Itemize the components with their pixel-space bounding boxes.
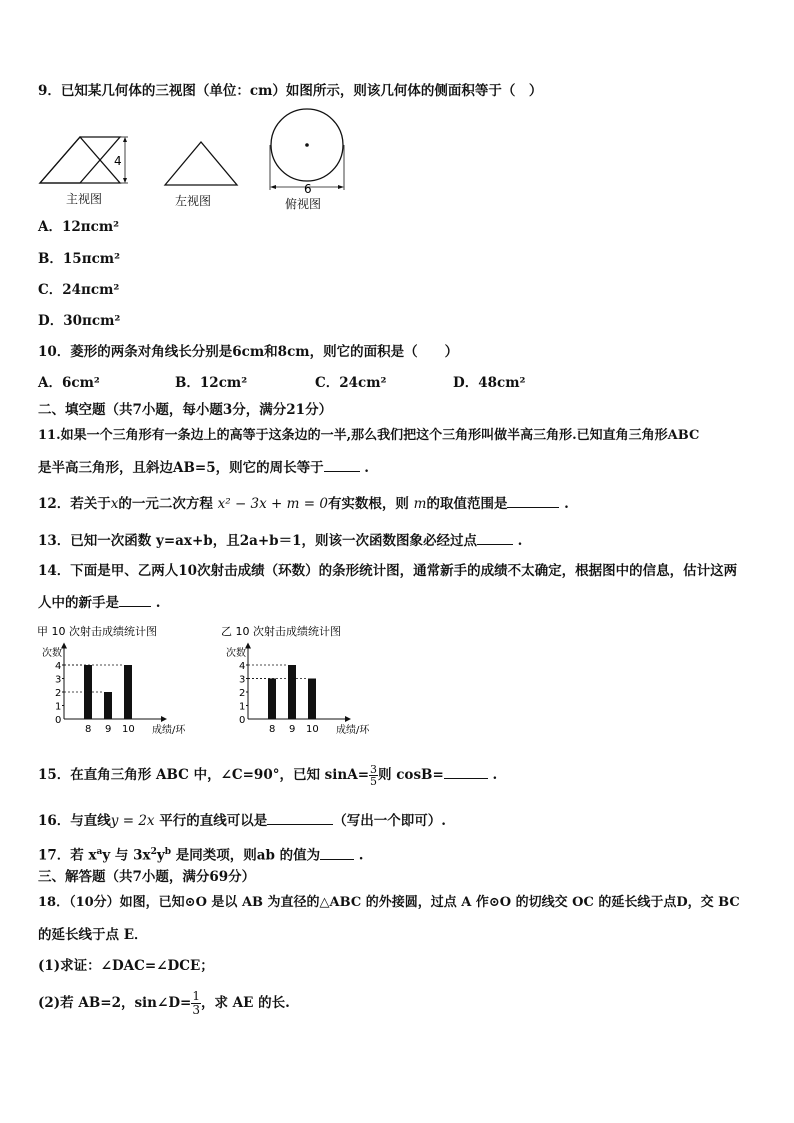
chart-jia-ytick-1: 1 <box>55 701 62 713</box>
chart-yi-ytick-4: 4 <box>239 661 246 672</box>
q16-text-1: 16．与直线 <box>38 813 111 829</box>
q16-text-2: 平行的直线可以是 <box>159 813 268 829</box>
q12-answer-blank[interactable] <box>507 494 559 508</box>
section-3-heading: 三、解答题（共7小题，满分69分） <box>38 869 256 885</box>
q13-line: 13．已知一次函数 y=ax+b，且2a+b＝1，则该一次函数图象必经过点 . <box>38 533 523 549</box>
chart-yi-ytick-1: 1 <box>239 701 246 713</box>
chart-jia-ytick-2: 2 <box>55 688 62 699</box>
chart-yi <box>218 622 398 742</box>
chart-jia-xtick-10: 10 <box>122 724 135 735</box>
chart-yi-ytick-3: 3 <box>239 674 246 686</box>
q15-line: 15．在直角三角形 ABC 中，∠C=90°，已知 sinA= $\frac{3}{5}$ 则 cosB= . <box>38 763 498 788</box>
chart-jia-ytick-4: 4 <box>55 661 62 672</box>
chart-jia-bar-10 <box>124 665 132 719</box>
q18-numerator: 1 <box>192 989 200 1003</box>
q18-part2-text-a: (2)若 AB=2，sin∠D= <box>38 995 192 1011</box>
q18-part1: (1)求证：∠DAC=∠DCE； <box>38 958 214 974</box>
q15-text-1: 15．在直角三角形 ABC 中，∠C=90°，已知 sinA= <box>38 767 370 783</box>
chart-yi-xtick-8: 8 <box>269 724 276 735</box>
chart-yi-ylabel: 次数 <box>226 648 246 659</box>
chart-yi-title: 乙 10 次射击成绩统计图 <box>221 625 341 638</box>
chart-yi-bar-9 <box>288 665 296 719</box>
chart-jia-ylabel: 次数 <box>42 648 62 659</box>
q11-line2: 是半高三角形，且斜边AB=5，则它的周长等于 . <box>38 460 369 476</box>
q9-option-d: D．30πcm² <box>38 313 121 329</box>
q17-sup-1: a <box>96 847 103 857</box>
center-dot <box>305 143 309 147</box>
chart-jia-y-arrow <box>61 642 67 648</box>
q17-text-1: 17．若 x <box>38 847 97 864</box>
chart-jia-title: 甲 10 次射击成绩统计图 <box>37 625 157 638</box>
section-2-heading: 二、填空题（共7小题，每小题3分，满分21分） <box>38 402 333 418</box>
left-view-shape <box>165 142 237 185</box>
front-view-shape <box>40 137 120 183</box>
q17-text-4: 是同类项，则ab 的值为 <box>171 847 321 864</box>
chart-yi-bar-10 <box>308 679 316 720</box>
q17-sup-2: 2 <box>150 847 157 857</box>
chart-jia-bar-9 <box>104 692 112 719</box>
q17-sup-3: b <box>164 847 171 857</box>
q9-option-a: A．12πcm² <box>38 219 120 235</box>
chart-jia-ytick-0: 0 <box>55 715 62 726</box>
q12-text-2: 的一元二次方程 <box>118 496 213 512</box>
chart-jia-x-arrow <box>161 716 167 722</box>
q18-part2-text-b: ，求 AE 的长. <box>200 995 290 1011</box>
height-dim-text: 4 <box>114 154 122 168</box>
q12-text-1: 12．若关于 <box>38 496 111 512</box>
q9-stem: 9．已知某几何体的三视图（单位：cm）如图所示，则该几何体的侧面积等于（ ） <box>38 83 543 99</box>
q12-var-m: m <box>413 496 427 512</box>
q17-text-3: y <box>156 847 165 864</box>
q12-var-x: x <box>110 496 119 512</box>
width-dim-text: 6 <box>304 182 312 196</box>
chart-jia-xtick-8: 8 <box>85 724 92 735</box>
q18-denominator: 3 <box>192 1003 200 1017</box>
chart-jia-xlabel: 成绩/环 <box>152 725 186 736</box>
q9-option-c: C．24πcm² <box>38 282 120 298</box>
q14-text: 人中的新手是 <box>38 595 119 611</box>
q16-equation: y = 2x <box>110 813 155 829</box>
q10-option-b: B．12cm² <box>175 375 248 391</box>
q16-text-3: （写出一个即可）. <box>333 813 446 829</box>
chart-yi-bar-8 <box>268 679 276 720</box>
q10-option-c: C．24cm² <box>315 375 387 391</box>
q13-text: 13．已知一次函数 y=ax+b，且2a+b＝1，则该一次函数图象必经过点 <box>38 533 477 549</box>
q11-line1: 11.如果一个三角形有一条边上的高等于这条边的一半,那么我们把这个三角形叫做半高三角形.已知直角三角形ABC <box>38 428 700 443</box>
chart-yi-ytick-2: 2 <box>239 688 246 699</box>
q12-line: 12．若关于x的一元二次方程 x² − 3x + m = 0有实数根，则 m的取值范围是 . <box>38 496 569 512</box>
chart-yi-y-arrow <box>245 642 251 648</box>
chart-yi-xtick-9: 9 <box>289 724 296 735</box>
chart-jia-xtick-9: 9 <box>105 724 112 735</box>
q18-fraction <box>191 990 201 1017</box>
q16-answer-blank[interactable] <box>267 811 333 825</box>
left-view-label: 左视图 <box>175 194 212 208</box>
chart-yi-ytick-0: 0 <box>239 715 246 726</box>
q15-denominator: 5 <box>370 775 378 788</box>
q18-part2 <box>38 990 290 1017</box>
q9-option-b: B．15πcm² <box>38 251 120 267</box>
q17-answer-blank[interactable] <box>320 846 354 860</box>
chart-jia-ytick-3: 3 <box>55 674 62 686</box>
q18-line2: 的延长线于点 E． <box>38 927 148 943</box>
q15-numerator: 3 <box>370 763 378 776</box>
chart-yi-xlabel: 成绩/环 <box>336 725 370 736</box>
q11-answer-blank[interactable] <box>324 458 360 472</box>
q13-answer-blank[interactable] <box>477 531 513 545</box>
q12-equation: x² − 3x + m = 0 <box>217 496 328 512</box>
q11-text: 是半高三角形，且斜边AB=5，则它的周长等于 <box>38 460 324 476</box>
q14-line1: 14．下面是甲、乙两人10次射击成绩（环数）的条形统计图，通常新手的成绩不太确定，根据图中的信息，估计这两 <box>38 563 738 579</box>
q12-text-3: 有实数根，则 <box>327 496 409 512</box>
q14-answer-blank[interactable] <box>119 593 151 607</box>
q10-option-a: A．6cm² <box>38 375 100 391</box>
q12-text-4: 的取值范围是 <box>426 496 508 512</box>
q17-line: 17．若 $x^ay$ 与 $3x^2y^b$ 是同类项，则ab 的值为 . <box>38 847 364 864</box>
q10-stem: 10．菱形的两条对角线长分别是6cm和8cm，则它的面积是（ ） <box>38 344 459 360</box>
chart-yi-xtick-10: 10 <box>306 724 319 735</box>
q15-fraction <box>369 764 378 787</box>
q18-line1: 18．（10分）如图，已知⊙O 是以 AB 为直径的△ABC 的外接圆，过点 A 作⊙O 的切线交 OC 的延长线于点D，交 BC <box>38 895 740 910</box>
front-view-triangle <box>40 137 120 183</box>
q16-line <box>38 811 446 830</box>
q17-text-2: y 与 3x <box>102 847 151 864</box>
top-view-label: 俯视图 <box>285 197 322 211</box>
q14-line2: 人中的新手是 . <box>38 595 161 611</box>
chart-yi-x-arrow <box>345 716 351 722</box>
q15-text-2: 则 cosB= <box>378 767 444 783</box>
q15-answer-blank[interactable] <box>444 765 488 779</box>
front-view-label: 主视图 <box>66 192 103 206</box>
chart-jia <box>34 622 214 742</box>
q10-option-d: D．48cm² <box>453 375 526 391</box>
